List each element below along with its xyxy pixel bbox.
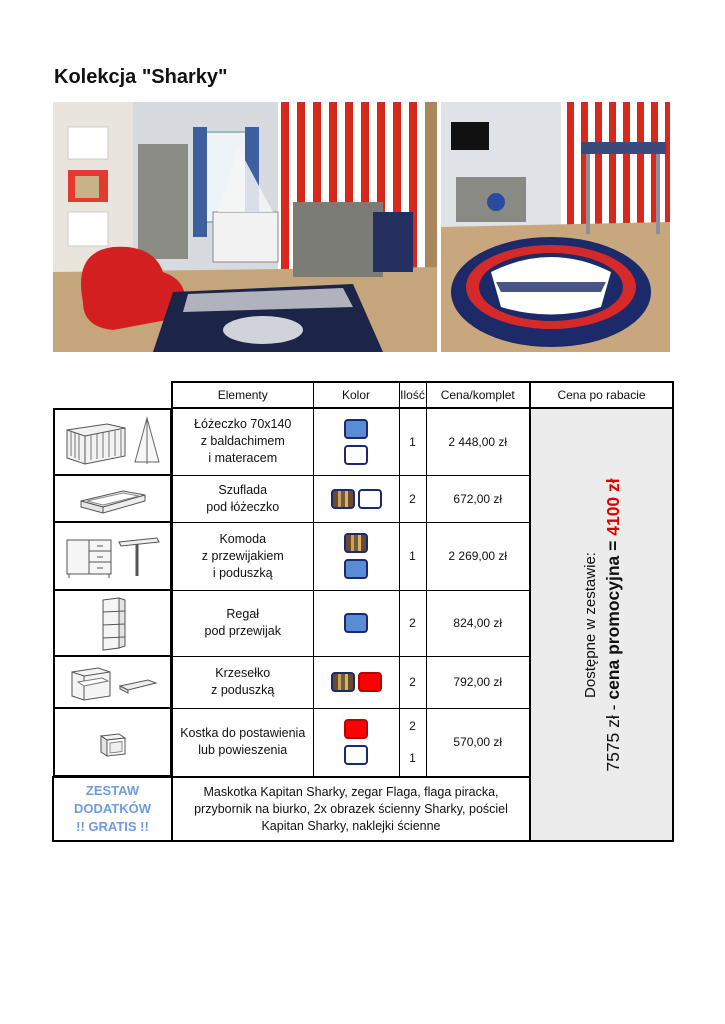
- item-name-dresser: Komoda z przewijakiem i poduszką: [172, 522, 313, 590]
- header-price: Cena/komplet: [426, 382, 530, 408]
- price-shelf: 824,00 zł: [426, 590, 530, 656]
- price-drawer: 672,00 zł: [426, 475, 530, 522]
- bonus-extras: Maskotka Kapitan Sharky, zegar Flaga, flaga piracka, przybornik na biurko, 2x obrazek ścienny Sharky, pościel Kapitan Sharky, naklejki ścienne: [172, 777, 530, 841]
- nursery-room-photo: [53, 102, 437, 352]
- color-swatch-wood: [344, 533, 368, 553]
- color-swatch-wood: [331, 672, 355, 692]
- promo-line1: Dostępne w zestawie:: [581, 551, 599, 698]
- crib-icon: [63, 414, 163, 470]
- item-name-shelf: Regał pod przewijak: [172, 590, 313, 656]
- drawer-drawing: [53, 475, 171, 522]
- bonus-set-label: ZESTAW DODATKÓW !! GRATIS !!: [53, 777, 172, 841]
- color-swatch-white: [344, 745, 368, 765]
- color-swatch-white: [358, 489, 382, 509]
- header-discount: Cena po rabacie: [530, 382, 673, 408]
- color-swatch-blue: [344, 419, 368, 439]
- chair-drawing: [53, 656, 171, 708]
- color-swatch-wood: [331, 489, 355, 509]
- qty-shelf: 2: [399, 590, 426, 656]
- shelf-icon: [93, 594, 133, 652]
- page-title: Kolekcja "Sharky": [54, 66, 228, 88]
- qty-dresser: 1: [399, 522, 426, 590]
- color-swatch-blue: [344, 559, 368, 579]
- drawer-icon: [73, 479, 153, 519]
- price-crib: 2 448,00 zł: [426, 408, 530, 475]
- table-row: [53, 408, 673, 475]
- chair-icon: [68, 660, 158, 704]
- header-qty: Ilość: [399, 382, 426, 408]
- promo-price-cell: [530, 408, 673, 841]
- price-cube: 570,00 zł: [426, 708, 530, 777]
- header-elements: Elementy: [172, 382, 313, 408]
- color-swatch-red: [344, 719, 368, 739]
- item-name-crib: Łóżeczko 70x140 z baldachimem i materacem: [172, 408, 313, 475]
- promo-regular-price: 7575 zł -: [602, 699, 623, 772]
- item-name-drawer: Szuflada pod łóżeczko: [172, 475, 313, 522]
- kids-bedroom-photo: [441, 102, 670, 352]
- promo-label: cena promocyjna =: [602, 535, 623, 700]
- price-dresser: 2 269,00 zł: [426, 522, 530, 590]
- crib-drawing: [53, 408, 171, 475]
- cube-drawing: [53, 708, 171, 776]
- qty-chair: 2: [399, 656, 426, 708]
- qty-drawer: 2: [399, 475, 426, 522]
- promo-price: 4100 zł: [602, 477, 623, 536]
- qty-crib: 1: [399, 408, 426, 475]
- qty-cube: 2 1: [399, 708, 426, 777]
- price-chair: 792,00 zł: [426, 656, 530, 708]
- item-name-cube: Kostka do postawienia lub powieszenia: [172, 708, 313, 777]
- price-table: [52, 381, 674, 842]
- cube-icon: [93, 722, 133, 762]
- item-name-chair: Krzesełko z poduszką: [172, 656, 313, 708]
- header-color: Kolor: [313, 382, 399, 408]
- shelf-drawing: [53, 590, 171, 656]
- color-swatch-red: [358, 672, 382, 692]
- color-swatch-blue: [344, 613, 368, 633]
- dresser-drawing: [53, 522, 171, 590]
- dresser-icon: [61, 530, 165, 582]
- color-swatch-white: [344, 445, 368, 465]
